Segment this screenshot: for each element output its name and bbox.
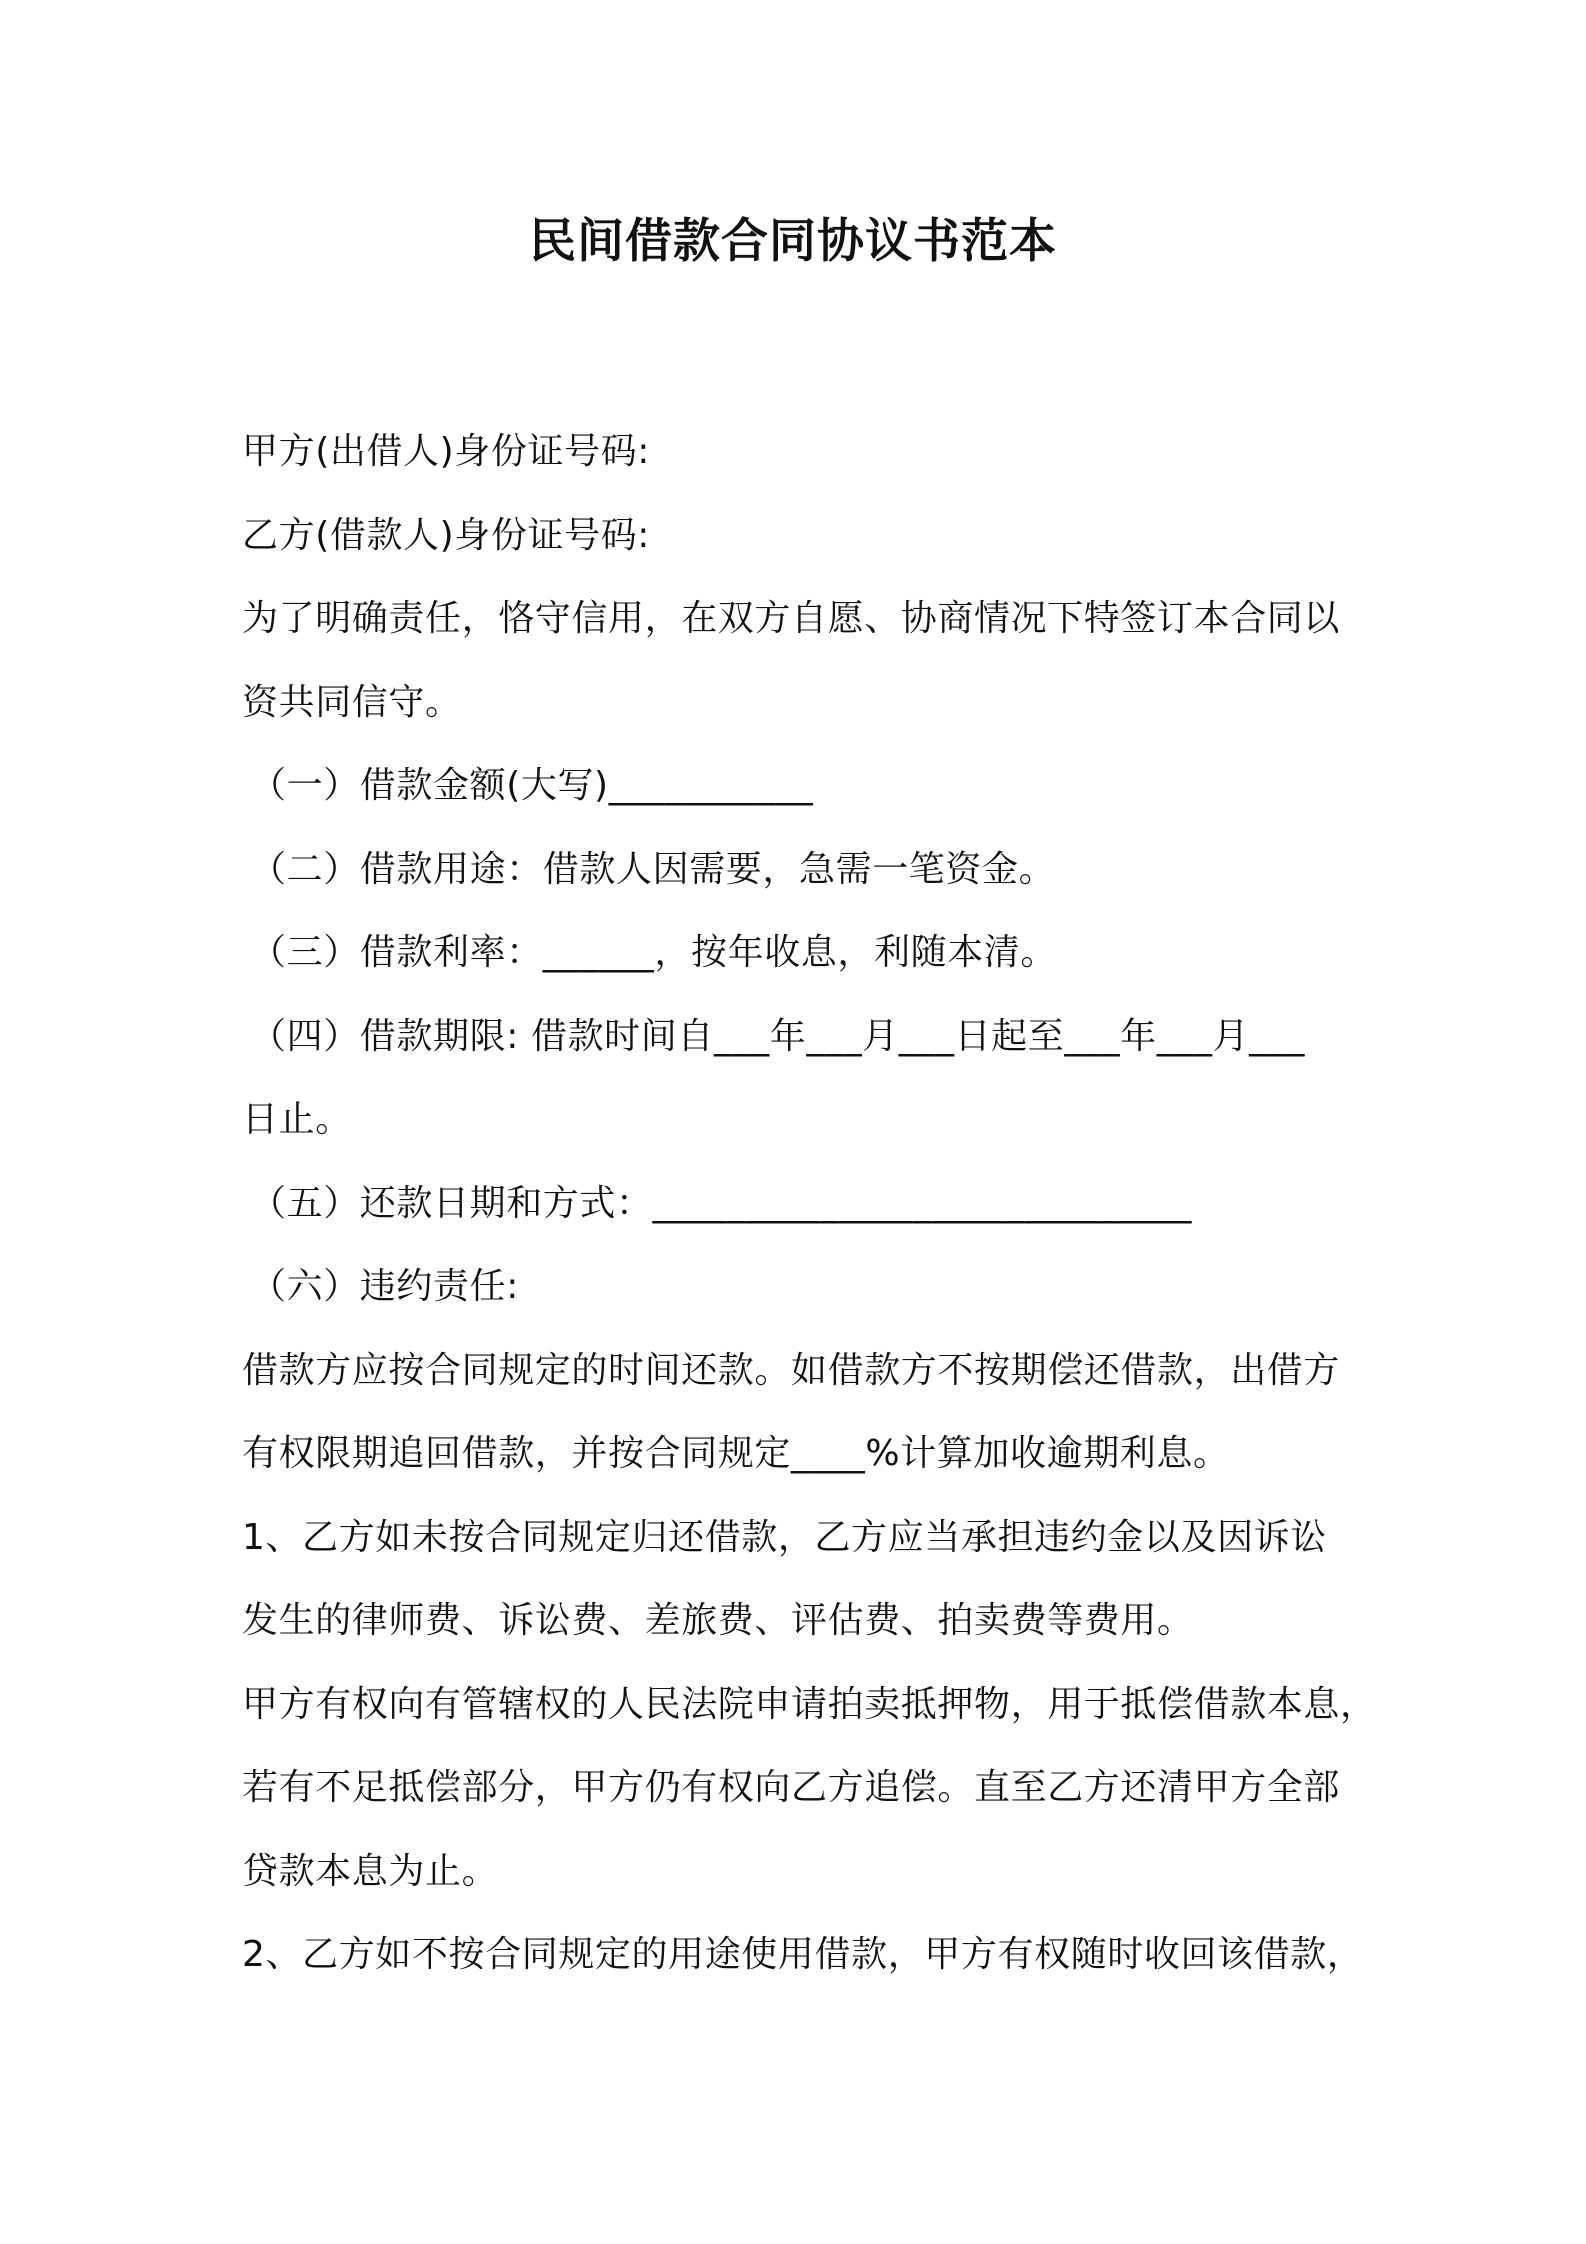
clause-loan-purpose: （二）借款用途：借款人因需要，急需一笔资金。 xyxy=(250,848,1056,890)
auction-paragraph-line-2: 若有不足抵偿部分，甲方仍有权向乙方追偿。直至乙方还清甲方全部 xyxy=(242,1767,1341,1808)
auction-paragraph-line-3: 贷款本息为止。 xyxy=(242,1850,499,1892)
clause-loan-term-cont: 日止。 xyxy=(242,1099,352,1140)
auction-paragraph-line-1: 甲方有权向有管辖权的人民法院申请拍卖抵押物，用于抵偿借款本息， xyxy=(242,1683,1377,1725)
clause-loan-amount: （一）借款金额(大写)___________ xyxy=(250,765,814,806)
liability-paragraph-line-1: 借款方应按合同规定的时间还款。如借款方不按期偿还借款，出借方 xyxy=(242,1349,1341,1391)
document-title: 民间借款合同协议书范本 xyxy=(529,214,1057,269)
clause-liability-heading: （六）违约责任: xyxy=(250,1266,519,1307)
liability-item-1-line-2: 发生的律师费、诉讼费、差旅费、评估费、拍卖费等费用。 xyxy=(242,1600,1194,1641)
clause-interest-rate: （三）借款利率：______，按年收息，利随本清。 xyxy=(250,932,1058,973)
clause-repayment: （五）还款日期和方式：_____________________________ xyxy=(250,1182,1192,1224)
preamble-line-2: 资共同信守。 xyxy=(242,681,462,723)
liability-paragraph-line-2: 有权限期追回借款，并按合同规定____%计算加收逾期利息。 xyxy=(242,1433,1230,1474)
party-b-id-line: 乙方(借款人)身份证号码: xyxy=(242,514,651,556)
document-body xyxy=(242,410,1377,1997)
party-a-id-line: 甲方(出借人)身份证号码: xyxy=(242,431,651,472)
preamble-line-1: 为了明确责任，恪守信用，在双方自愿、协商情况下特签订本合同以 xyxy=(242,598,1341,639)
liability-item-2-line-1: 2、乙方如不按合同规定的用途使用借款，甲方有权随时收回该借款， xyxy=(242,1934,1364,1975)
clause-loan-term: （四）借款期限: 借款时间自___年___月___日起至___年___月___ xyxy=(250,1015,1305,1057)
liability-item-1-line-1: 1、乙方如未按合同规定归还借款，乙方应当承担违约金以及因诉讼 xyxy=(242,1516,1327,1558)
